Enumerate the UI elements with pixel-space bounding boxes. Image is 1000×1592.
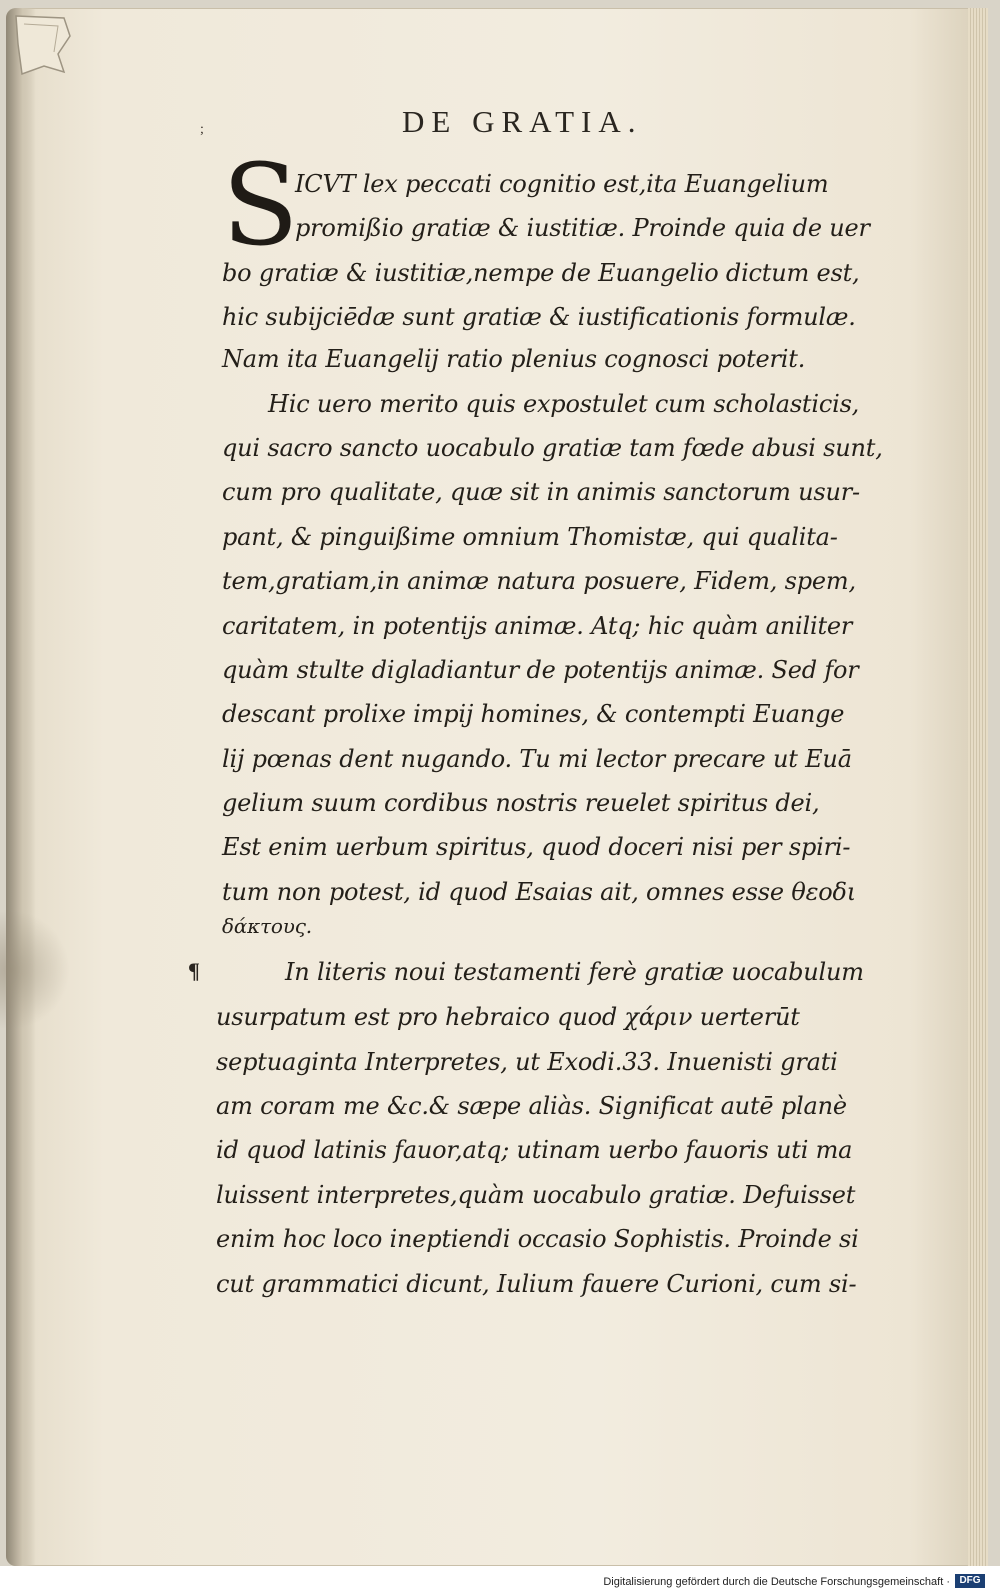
margin-mark: ¶ [188,958,200,983]
text-line-26: cut grammatici dicunt, Iulium fauere Curioni, cum si- [216,1270,857,1298]
text-line-18: δάκτους. [222,914,312,938]
text-line-11: caritatem, in potentijs animæ. Atq; hic quàm aniliter [222,612,853,640]
text-line-15: gelium suum cordibus nostris reuelet spiritus dei, [222,789,820,817]
text-line-19: In literis noui testamenti ferè gratiæ uocabulum [285,958,864,986]
folded-corner [14,14,72,76]
page-gutter-shadow [6,8,36,1566]
page-edges [968,8,988,1566]
text-line-17: tum non potest, id quod Esaias ait, omnes esse θεοδι [222,878,856,906]
dfg-logo: DFG [955,1574,985,1588]
text-line-8: cum pro qualitate, quæ sit in animis sanctorum usur- [222,478,860,506]
running-head: DE GRATIA. [402,104,643,139]
text-line-12: quàm stulte digladiantur de potentijs animæ. Sed for [222,656,859,684]
drop-cap: S [222,141,299,271]
text-line-25: enim hoc loco ineptiendi occasio Sophistis. Proinde si [216,1225,859,1253]
text-line-10: tem,gratiam,in animæ natura posuere, Fidem, spem, [222,567,856,595]
text-line-23: id quod latinis fauor,atq; utinam uerbo fauoris uti ma [216,1136,853,1164]
text-line-9: pant, & pinguißime omnium Thomistæ, qui qualita- [222,523,838,551]
text-line-21: septuaginta Interpretes, ut Exodi.33. Inuenisti grati [216,1048,838,1076]
text-line-14: lij pœnas dent nugando. Tu mi lector precare ut Euā [222,745,852,773]
text-line-5: Nam ita Euangelij ratio plenius cognosci poterit. [222,345,806,373]
text-line-16: Est enim uerbum spiritus, quod doceri nisi per spiri- [222,833,851,861]
text-line-4: hic subijciēdæ sunt gratiæ & iustificationis formulæ. [222,303,856,331]
text-line-3: bo gratiæ & iustitiæ,nempe de Euangelio dictum est, [222,259,860,287]
text-line-20: usurpatum est pro hebraico quod χάριν uerterūt [216,1003,800,1031]
text-line-2: promißio gratiæ & iustitiæ. Proinde quia de uer [295,214,870,242]
text-line-7: qui sacro sancto uocabulo gratiæ tam fœde abusi sunt, [222,434,883,462]
running-head-mark: ; [200,122,204,137]
text-line-6: Hic uero merito quis expostulet cum scholasticis, [268,390,860,418]
footer-credit: Digitalisierung gefördert durch die Deutsche Forschungsgemeinschaft · [603,1576,950,1588]
text-line-13: descant prolixe impij homines, & contempti Euange [222,700,845,728]
text-line-22: am coram me &c.& sæpe aliàs. Significat autē planè [216,1092,847,1120]
page-tab-shadow [0,910,70,1030]
text-line-24: luissent interpretes,quàm uocabulo gratiæ. Defuisset [216,1181,856,1209]
text-line-1: ICVT lex peccati cognitio est,ita Euangelium [295,170,829,198]
